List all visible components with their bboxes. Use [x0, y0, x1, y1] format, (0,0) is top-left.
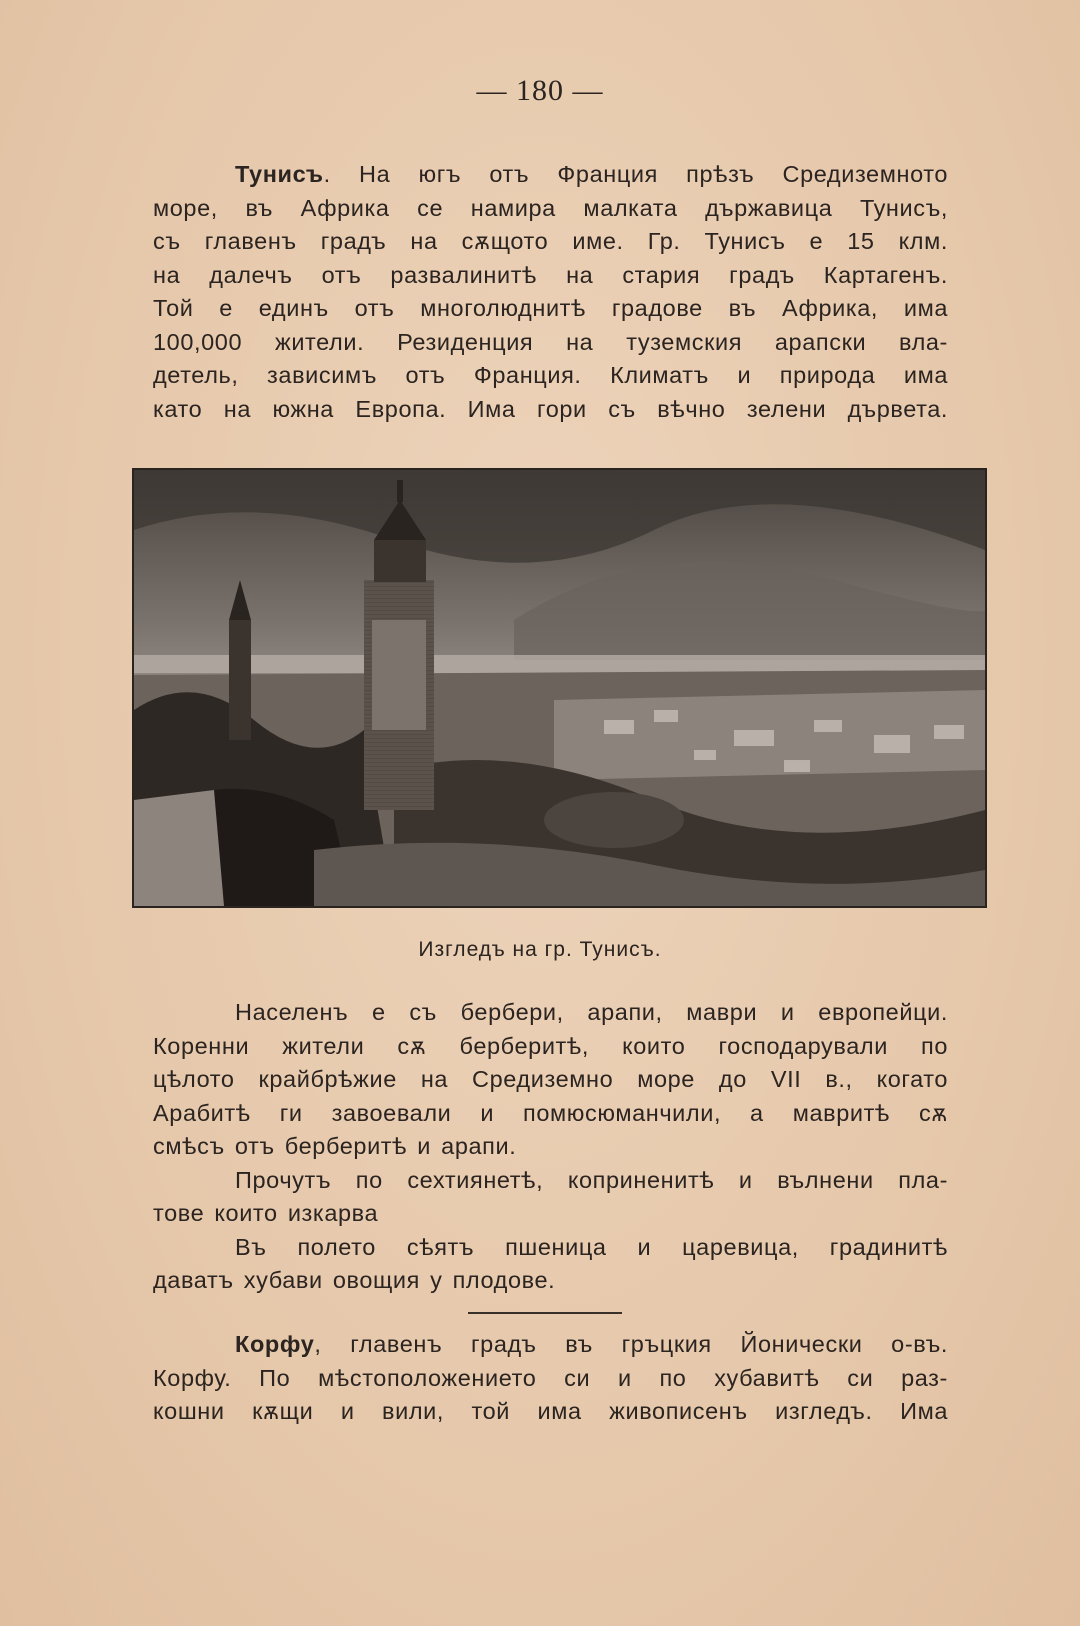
tunis-line-5: Той е единъ отъ многолюднитѣ градове въ Африка, има — [153, 295, 948, 321]
crafts-line-2: тове които изкарва — [153, 1200, 379, 1226]
corfu-paragraph — [153, 1328, 948, 1429]
population-line-3: цѣлото крайбрѣжие на Средиземно море до VII в., когато — [153, 1066, 948, 1092]
agriculture-line-1: Въ полето сѣятъ пшеница и царевица, градинитѣ — [235, 1233, 948, 1260]
page-number: — 180 — — [476, 74, 604, 107]
corfu-line-2: Корфу. По мѣстоположението си и по хубавитѣ си раз- — [153, 1364, 948, 1391]
tunis-line-7: детель, зависимъ отъ Франция. Климатъ и природа има — [153, 362, 948, 388]
section-divider — [468, 1312, 622, 1314]
corfu-title: Корфу — [235, 1331, 315, 1357]
tunis-line-4: на далечъ отъ развалинитѣ на стария градъ Картагенъ. — [153, 261, 948, 288]
corfu-line-1: Корфу, главенъ градъ въ гръцкия Йонически о-въ. — [235, 1331, 948, 1357]
tunis-line-8: като на южна Европа. Има гори съ вѣчно зелени дървета. — [153, 395, 948, 422]
corfu-line-3: кошни кѫщи и вили, той има живописенъ изгледъ. Има — [153, 1398, 948, 1424]
tunis-paragraph — [153, 158, 948, 426]
population-line-5: смѣсъ отъ берберитѣ и арапи. — [153, 1133, 517, 1159]
tunis-line-2: море, въ Африка се намира малката държавица Тунисъ, — [153, 194, 948, 221]
population-line-1: Населенъ е съ бербери, арапи, мaври и европейци. — [235, 999, 948, 1025]
tunis-title: Тунисъ — [235, 161, 324, 187]
crafts-line-1: Прочутъ по сехтиянетѣ, коприненитѣ и вълнени пла- — [235, 1166, 948, 1193]
agriculture-line-2: даватъ хубави овощия у плодове. — [153, 1267, 556, 1293]
tunis-line-6: 100,000 жители. Резиденция на туземския арапски вла- — [153, 328, 948, 355]
tunis-line-1: Тунисъ. На югъ отъ Франция прѣзъ Средиземното — [235, 161, 948, 187]
tunis-line-3: съ главенъ градъ на сѫщото име. Гр. Тунисъ е 15 клм. — [153, 228, 948, 254]
tunis-engraving — [132, 468, 987, 908]
figure-caption: Изгледъ на гр. Тунисъ. — [418, 938, 662, 961]
population-line-4: Арабитѣ ги завоевали и помюсюманчили, а мавритѣ сѫ — [153, 1099, 948, 1126]
population-line-2: Коренни жители сѫ берберитѣ, които господарували по — [153, 1032, 948, 1059]
population-text — [153, 996, 948, 1298]
